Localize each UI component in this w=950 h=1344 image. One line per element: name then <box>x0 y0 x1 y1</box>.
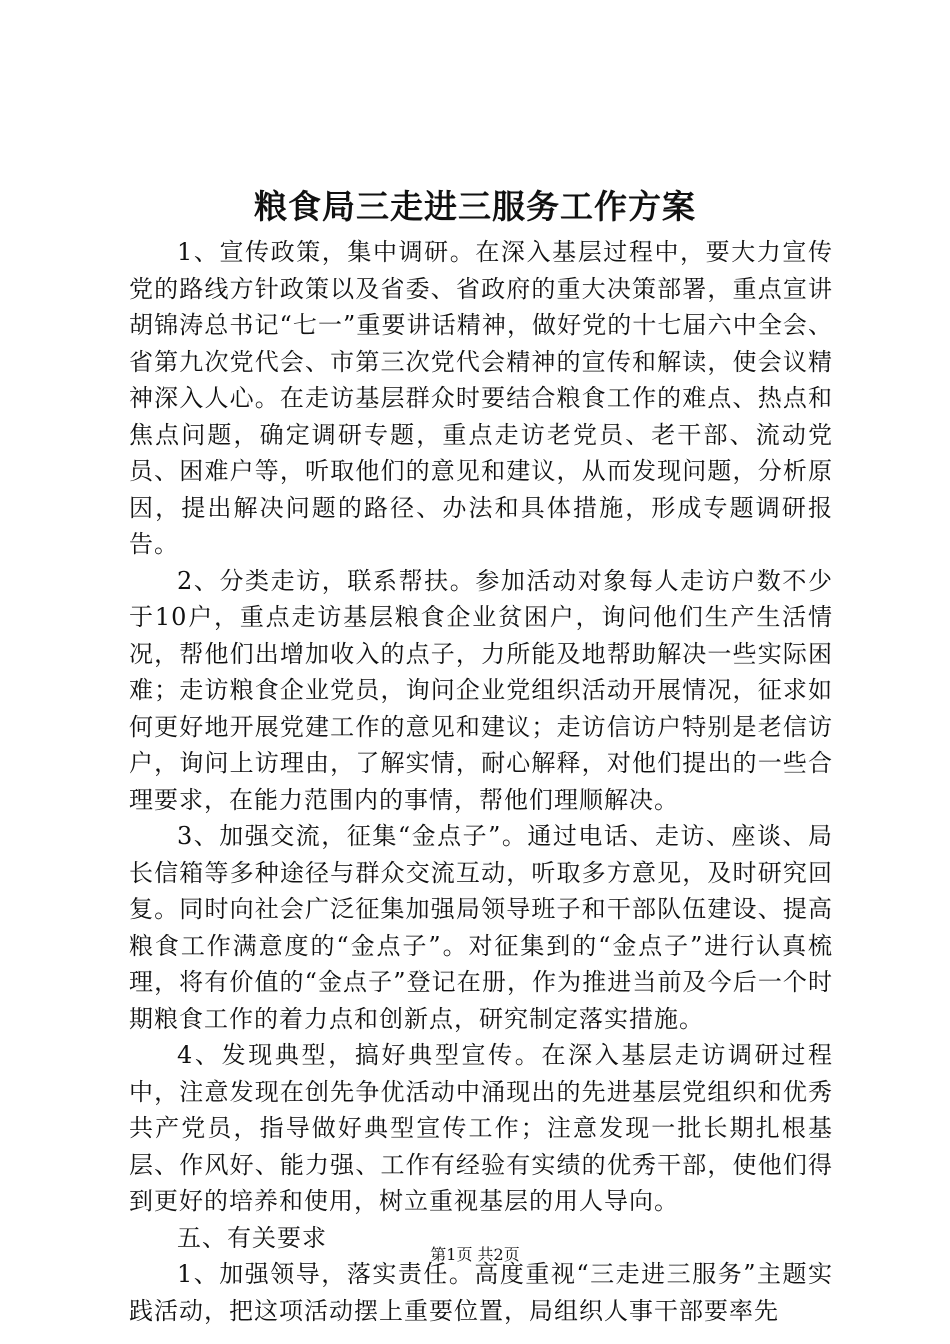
paragraph-4: 4、发现典型，搞好典型宣传。在深入基层走访调研过程中，注意发现在创先争优活动中涌现出的先进基层党组织和优秀共产党员，指导做好典型宣传工作；注意发现一批长期扎根基层、作风好、能力强、工作有经验有实绩的优秀干部，使他们得到更好的培养和使用，树立重视基层的用人导向。 <box>129 1041 833 1215</box>
paragraph-5: 1、加强领导，落实责任。高度重视“三走进三服务”主题实践活动，把这项活动摆上重要位置，局组织人事干部要率先 <box>129 1260 833 1325</box>
paragraph-2: 2、分类走访，联系帮扶。参加活动对象每人走访户数不少于10户，重点走访基层粮食企业贫困户，询问他们生产生活情况，帮他们出增加收入的点子，力所能及地帮助解决一些实际困难；走访粮食企业党员，询问企业党组织活动开展情况，征求如何更好地开展党建工作的意见和建议；走访信访户特别是老信访户，询问上访理由，了解实情，耐心解释，对他们提出的一些合理要求，在能力范围内的事情，帮他们理顺解决。 <box>129 566 833 814</box>
page-number-footer: 第1页 共2页 <box>430 1245 520 1264</box>
paragraph-3: 3、加强交流，征集“金点子”。通过电话、走访、座谈、局长信箱等多种途径与群众交流互动，听取多方意见，及时研究回复。同时向社会广泛征集加强局领导班子和干部队伍建设、提高粮食工作满意度的“金点子”。对征集到的“金点子”进行认真梳理，将有价值的“金点子”登记在册，作为推进当前及今后一个时期粮食工作的着力点和创新点，研究制定落实措施。 <box>129 822 833 1033</box>
document-title: 粮食局三走进三服务工作方案 <box>254 187 696 226</box>
paragraph-1: 1、宣传政策，集中调研。在深入基层过程中，要大力宣传党的路线方针政策以及省委、省政府的重大决策部署，重点宣讲胡锦涛总书记“七一”重要讲话精神，做好党的十七届六中全会、省第九次党代会、市第三次党代会精神的宣传和解读，使会议精神深入人心。在走访基层群众时要结合粮食工作的难点、热点和焦点问题，确定调研专题，重点走访老党员、老干部、流动党员、困难户等，听取他们的意见和建议，从而发现问题，分析原因，提出解决问题的路径、办法和具体措施，形成专题调研报告。 <box>129 238 833 558</box>
section-heading-requirements: 五、有关要求 <box>177 1223 327 1252</box>
document-body <box>129 234 833 1329</box>
